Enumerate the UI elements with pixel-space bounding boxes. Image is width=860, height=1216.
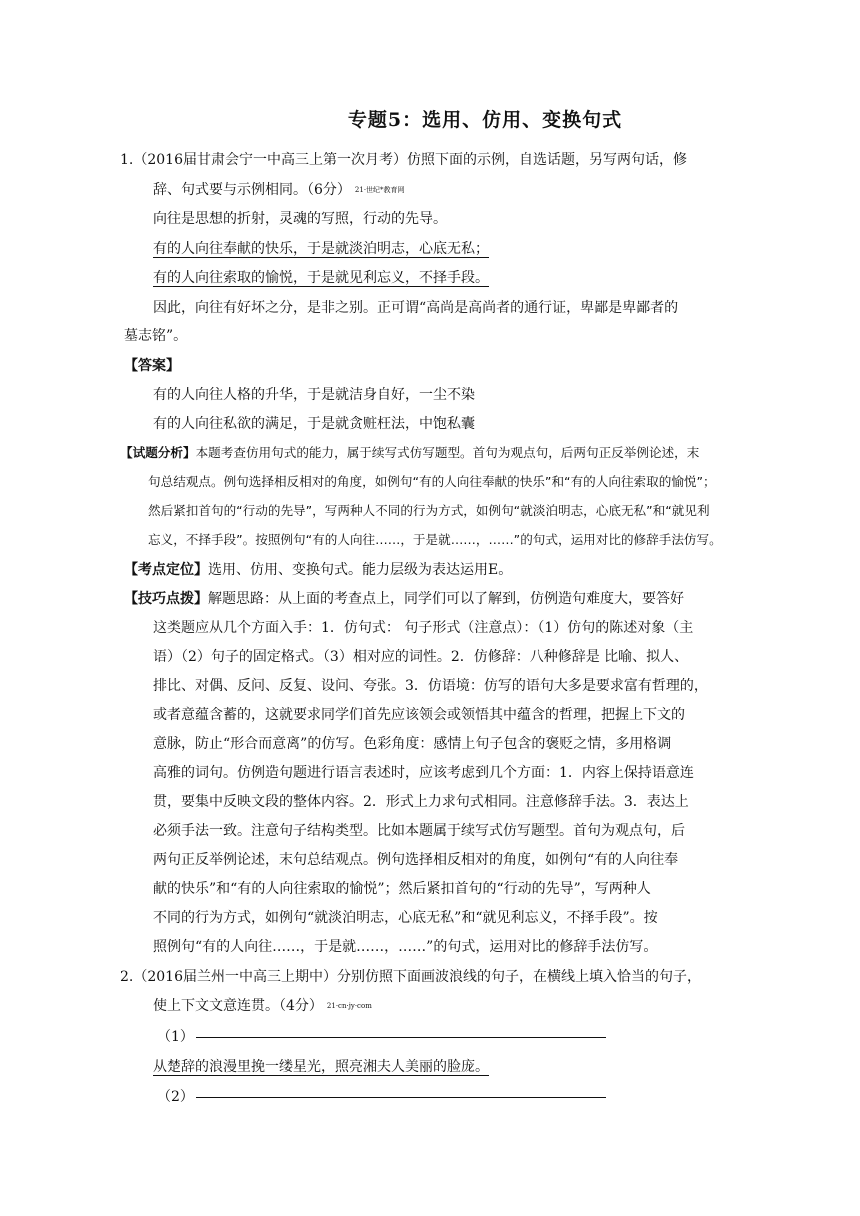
q1-example-line1: 向往是思想的折射，灵魂的写照，行动的先导。 [153, 211, 447, 227]
q2-stem-line1: 2.（2016届兰州一中高三上期中）分别仿照下面画波浪线的句子，在横线上填入恰当的句子， [120, 969, 701, 985]
jiqiao-text0: 解题思路：从上面的考查点上，同学们可以了解到，仿例造句难度大，要答好 [208, 591, 684, 607]
jiqiao-line5: 意脉，防止“形合而意离”的仿写。色彩角度：感情上句子包含的褒贬之情，多用格调 [153, 736, 672, 752]
analysis-line3: 然后紧扣首句的“行动的先导”，写两种人不同的行为方式，如例句“就淡泊明志，心底无私”和“就见利 [148, 503, 710, 518]
kaodian-line [124, 560, 512, 580]
answer-blank-2[interactable] [196, 1096, 606, 1098]
q2-blank1-label: （1） [157, 1029, 194, 1045]
q2-watermark: 21·cn·jy·com [326, 1002, 372, 1010]
kaodian-label: 【考点定位】 [124, 562, 208, 578]
jiqiao-label: 【技巧点拨】 [124, 591, 208, 607]
jiqiao-line1: 这类题应从几个方面入手：1．仿句式： 句子形式（注意点）：（1）仿句的陈述对象（主 [153, 620, 694, 636]
q2-blank1-row [157, 1027, 606, 1047]
jiqiao-line9: 两句正反举例论述，末句总结观点。例句选择相反相对的角度，如例句“有的人向往奉 [153, 852, 679, 868]
answer-line1: 有的人向往人格的升华，于是就洁身自好，一尘不染 [153, 387, 475, 403]
jiqiao-line0 [124, 589, 684, 609]
q1-stem-line2 [153, 180, 405, 200]
jiqiao-line12: 照例句“有的人向往……，于是就……，……”的句式，运用对比的修辞手法仿写。 [153, 939, 658, 955]
analysis-line4: 忘义，不择手段”。按照例句“有的人向往……，于是就……，……”的句式，运用对比的修辞手法仿写。 [148, 532, 722, 547]
q1-example-line2: 有的人向往奉献的快乐，于是就淡泊明志，心底无私； [153, 241, 489, 257]
analysis-line2: 句总结观点。例句选择相反相对的角度，如例句“有的人向往奉献的快乐”和“有的人向往索取的愉悦”； [148, 474, 716, 489]
jiqiao-line4: 或者意蕴含蓄的，这就要求同学们首先应该领会或领悟其中蕴含的哲理，把握上下文的 [153, 707, 685, 723]
analysis-label: 【试题分析】 [120, 445, 196, 460]
q2-blank2-label: （2） [157, 1089, 194, 1105]
answer-line2: 有的人向往私欲的满足，于是就贪赃枉法，中饱私囊 [153, 416, 475, 432]
q1-example-line4: 因此，向往有好坏之分，是非之别。正可谓“高尚是高尚者的通行证，卑鄙是卑鄙者的 [153, 300, 679, 316]
jiqiao-line10: 献的快乐”和“有的人向往索取的愉悦”；然后紧扣首句的“行动的先导”，写两种人 [153, 881, 651, 897]
q2-wavy-sentence: 从楚辞的浪漫里挽一缕星光，照亮湘夫人美丽的脸庞。 [153, 1059, 489, 1075]
q1-stem-line1: 1.（2016届甘肃会宁一中高三上第一次月考）仿照下面的示例，自选话题，另写两句话，修 [120, 152, 687, 168]
q1-example-line3: 有的人向往索取的愉悦，于是就见利忘义，不择手段。 [153, 270, 489, 286]
jiqiao-line2: 语）（2）句子的固定格式。（3）相对应的词性。2．仿修辞：八种修辞是 比喻、拟人、 [153, 649, 689, 665]
jiqiao-line8: 必须手法一致。注意句子结构类型。比如本题属于续写式仿写题型。首句为观点句，后 [153, 823, 685, 839]
q2-stem-text: 使上下文文意连贯。（4分） [153, 998, 323, 1014]
analysis-text1: 本题考查仿用句式的能力，属于续写式仿写题型。首句为观点句，后两句正反举例论述，末 [195, 445, 700, 460]
jiqiao-line7: 贯，要集中反映文段的整体内容。2．形式上力求句式相同。注意修辞手法。3．表达上 [153, 794, 689, 810]
q1-stem-text: 辞、句式要与示例相同。（6分） [153, 182, 351, 198]
jiqiao-line3: 排比、对偶、反问、反复、设问、夸张。3．仿语境：仿写的语句大多是要求富有哲理的， [153, 678, 708, 694]
answer-label: 【答案】 [124, 358, 180, 374]
q1-watermark: 21·世纪*教育网 [354, 186, 405, 194]
jiqiao-line11: 不同的行为方式，如例句“就淡泊明志，心底无私”和“就见利忘义，不择手段”。按 [153, 910, 658, 926]
kaodian-text: 选用、仿用、变换句式。能力层级为表达运用E。 [208, 562, 513, 578]
jiqiao-line6: 高雅的词句。仿例造句题进行语言表述时，应该考虑到几个方面：1．内容上保持语意连 [153, 765, 694, 781]
analysis-line1 [120, 443, 699, 463]
page-title: 专题5：选用、仿用、变换句式 [347, 109, 623, 131]
q1-example-line5: 墓志铭”。 [124, 328, 188, 344]
q2-blank2-row [157, 1087, 606, 1107]
q2-stem-line2 [153, 996, 372, 1016]
answer-blank-1[interactable] [196, 1036, 606, 1038]
